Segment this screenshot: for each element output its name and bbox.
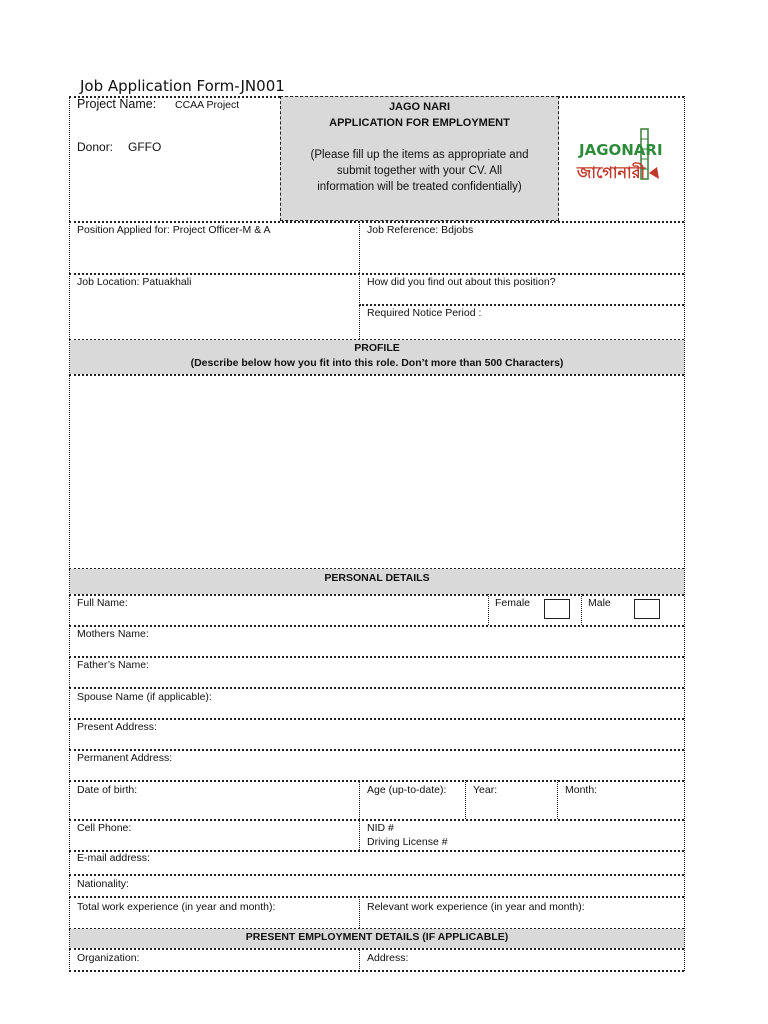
age-label: Age (up-to-date): [367, 784, 447, 796]
nationality-label: Nationality: [77, 878, 129, 890]
column-divider [465, 780, 466, 819]
personal-details-header [70, 569, 684, 594]
divider [69, 687, 684, 689]
month-label: Month: [565, 784, 598, 796]
organization-label: Organization: [77, 952, 140, 964]
employment-heading: PRESENT EMPLOYMENT DETAILS (IF APPLICABLE) [245, 931, 509, 943]
divider [69, 874, 684, 876]
instruction-line-1: (Please fill up the items as appropriate and [310, 149, 529, 161]
project-name-label: Project Name: [77, 97, 157, 111]
form-title: Job Application Form-JN001 [80, 77, 285, 95]
donor-label: Donor: [77, 140, 114, 154]
instruction-line-2: submit together with your CV. All [336, 165, 503, 177]
divider [69, 850, 684, 852]
org-name: JAGO NARI [388, 101, 451, 113]
relevant-experience-label: Relevant work experience (in year and month): [367, 901, 585, 913]
permanent-address-label: Permanent Address: [77, 752, 173, 764]
how-found-label: How did you find out about this position? [367, 276, 556, 288]
driving-license-label: Driving License # [367, 836, 448, 848]
mothers-name-label: Mothers Name: [77, 628, 149, 640]
profile-subheading: (Describe below how you fit into this role. Don’t more than 500 Characters) [190, 357, 564, 369]
divider [69, 948, 684, 950]
column-divider [359, 221, 360, 339]
logo-text-bn: জাগোনারী [577, 163, 646, 182]
profile-header [70, 340, 684, 374]
nid-label: NID # [367, 822, 394, 834]
divider [69, 896, 684, 898]
job-location-label: Job Location: Patuakhali [77, 276, 192, 288]
logo-text-en: JAGONARI [579, 141, 663, 159]
instruction-line-3: information will be treated confidentially) [317, 181, 522, 193]
job-reference-label: Job Reference: Bdjobs [367, 224, 474, 236]
dob-label: Date of birth: [77, 784, 138, 796]
divider [69, 718, 684, 720]
email-label: E-mail address: [77, 852, 150, 864]
column-divider [359, 819, 360, 850]
employment-header [70, 929, 684, 948]
form-name: APPLICATION FOR EMPLOYMENT [329, 117, 510, 129]
column-divider [581, 594, 582, 625]
male-checkbox[interactable] [634, 599, 660, 619]
divider [69, 656, 684, 658]
column-divider [359, 780, 360, 819]
full-name-label: Full Name: [77, 597, 128, 609]
project-name-value: CCAA Project [175, 99, 240, 111]
column-divider [488, 594, 489, 625]
divider [359, 304, 684, 306]
divider [69, 780, 684, 782]
year-label: Year: [473, 784, 498, 796]
divider [69, 221, 684, 223]
divider [69, 819, 684, 821]
address-label: Address: [367, 952, 409, 964]
divider [69, 594, 684, 596]
frame-right-border [684, 96, 685, 971]
female-checkbox[interactable] [544, 599, 570, 619]
total-experience-label: Total work experience (in year and month): [77, 901, 276, 913]
divider [69, 273, 684, 275]
notice-period-label: Required Notice Period : [367, 307, 482, 319]
divider [69, 625, 684, 627]
column-divider [359, 896, 360, 928]
spouse-name-label: Spouse Name (if applicable): [77, 691, 212, 703]
personal-details-heading: PERSONAL DETAILS [324, 572, 430, 584]
fathers-name-label: Father’s Name: [77, 659, 149, 671]
profile-heading: PROFILE [354, 342, 400, 354]
column-divider [359, 948, 360, 971]
jagonari-logo [575, 123, 667, 193]
cell-phone-label: Cell Phone: [77, 822, 132, 834]
position-applied-label: Position Applied for: Project Officer-M & A [77, 224, 271, 236]
divider [69, 749, 684, 751]
donor-value: GFFO [128, 140, 162, 154]
male-label: Male [588, 597, 611, 609]
profile-text-area[interactable] [70, 376, 684, 568]
org-header-box [280, 96, 559, 221]
divider [69, 970, 684, 972]
present-address-label: Present Address: [77, 721, 157, 733]
female-label: Female [495, 597, 531, 609]
column-divider [557, 780, 558, 819]
